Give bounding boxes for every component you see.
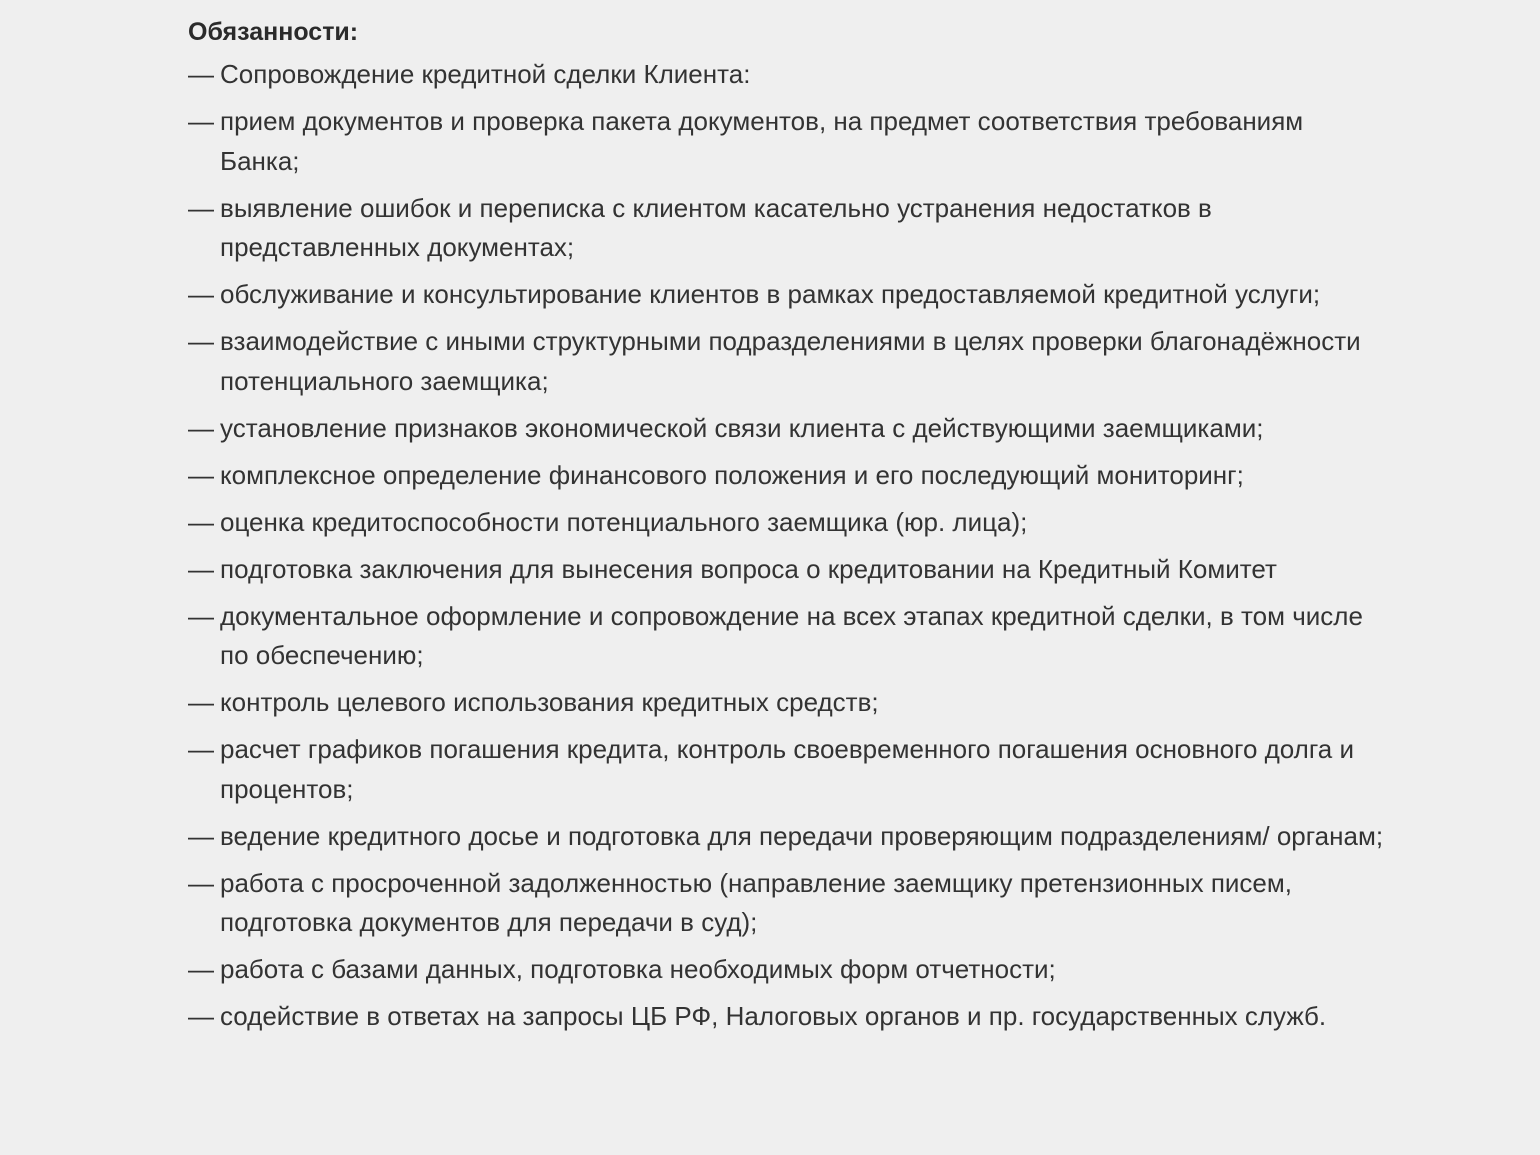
dash-bullet: — — [188, 867, 214, 898]
dash-bullet: — — [188, 1001, 214, 1031]
list-item — [188, 550, 1388, 590]
list-item — [188, 864, 1388, 943]
list-item — [188, 189, 1388, 268]
dash-bullet: — — [188, 59, 214, 89]
list-item — [188, 730, 1388, 809]
list-item — [188, 275, 1388, 315]
dash-bullet: — — [188, 192, 214, 223]
list-item-text: подготовка заключения для вынесения вопроса о кредитовании на Кредитный Комитет — [220, 553, 1277, 584]
dash-bullet: — — [188, 734, 214, 764]
dash-bullet: — — [188, 553, 214, 584]
list-item-text: обслуживание и консультирование клиентов в рамках предоставляемой кредитной услуги; — [220, 279, 1321, 309]
list-item-text: работа с базами данных, подготовка необходимых форм отчетности; — [220, 954, 1056, 984]
dash-bullet: — — [188, 820, 214, 851]
list-item — [188, 456, 1388, 496]
list-item — [188, 817, 1388, 857]
list-item — [188, 503, 1388, 543]
list-item-text: документальное оформление и сопровождение на всех этапах кредитной сделки, в том числе по обеспечению; — [220, 600, 1363, 670]
list-item — [188, 997, 1388, 1037]
dash-bullet: — — [188, 412, 214, 443]
list-item-text: Сопровождение кредитной сделки Клиента: — [220, 59, 751, 89]
list-item — [188, 950, 1388, 990]
list-item — [188, 55, 1388, 95]
dash-bullet: — — [188, 106, 214, 136]
list-item — [188, 683, 1388, 723]
list-item-text: контроль целевого использования кредитных средств; — [220, 687, 879, 717]
list-item — [188, 409, 1388, 449]
list-item-text: прием документов и проверка пакета документов, на предмет соответствия требованиям Банка; — [220, 106, 1304, 176]
list-item-text: ведение кредитного досье и подготовка для передачи проверяющим подразделениям/ органам; — [220, 820, 1384, 851]
section-heading: Обязанности: — [188, 18, 359, 46]
duties-list — [188, 55, 1388, 1037]
list-item-text: оценка кредитоспособности потенциального заемщика (юр. лица); — [220, 506, 1028, 537]
dash-bullet: — — [188, 954, 214, 984]
list-item-text: взаимодействие с иными структурными подразделениями в целях проверки благонадёжности потенциального заемщика; — [220, 326, 1361, 396]
list-item-text: расчет графиков погашения кредита, контроль своевременного погашения основного долга и процентов; — [220, 734, 1354, 804]
list-item-text: установление признаков экономической связи клиента с действующими заемщиками; — [220, 412, 1264, 443]
list-item-text: комплексное определение финансового положения и его последующий мониторинг; — [220, 459, 1244, 490]
dash-bullet: — — [188, 326, 214, 356]
list-item-text: содействие в ответах на запросы ЦБ РФ, Налоговых органов и пр. государственных служб. — [220, 1001, 1327, 1031]
dash-bullet: — — [188, 600, 214, 631]
list-item — [188, 102, 1388, 181]
list-item-text: работа с просроченной задолженностью (направление заемщику претензионных писем, подготовка документов для передачи в суд); — [220, 867, 1292, 937]
list-item — [188, 597, 1388, 676]
dash-bullet: — — [188, 459, 214, 490]
dash-bullet: — — [188, 506, 214, 537]
dash-bullet: — — [188, 279, 214, 309]
dash-bullet: — — [188, 687, 214, 717]
list-item-text: выявление ошибок и переписка с клиентом касательно устранения недостатков в представленных документах; — [220, 192, 1212, 262]
list-item — [188, 322, 1388, 401]
